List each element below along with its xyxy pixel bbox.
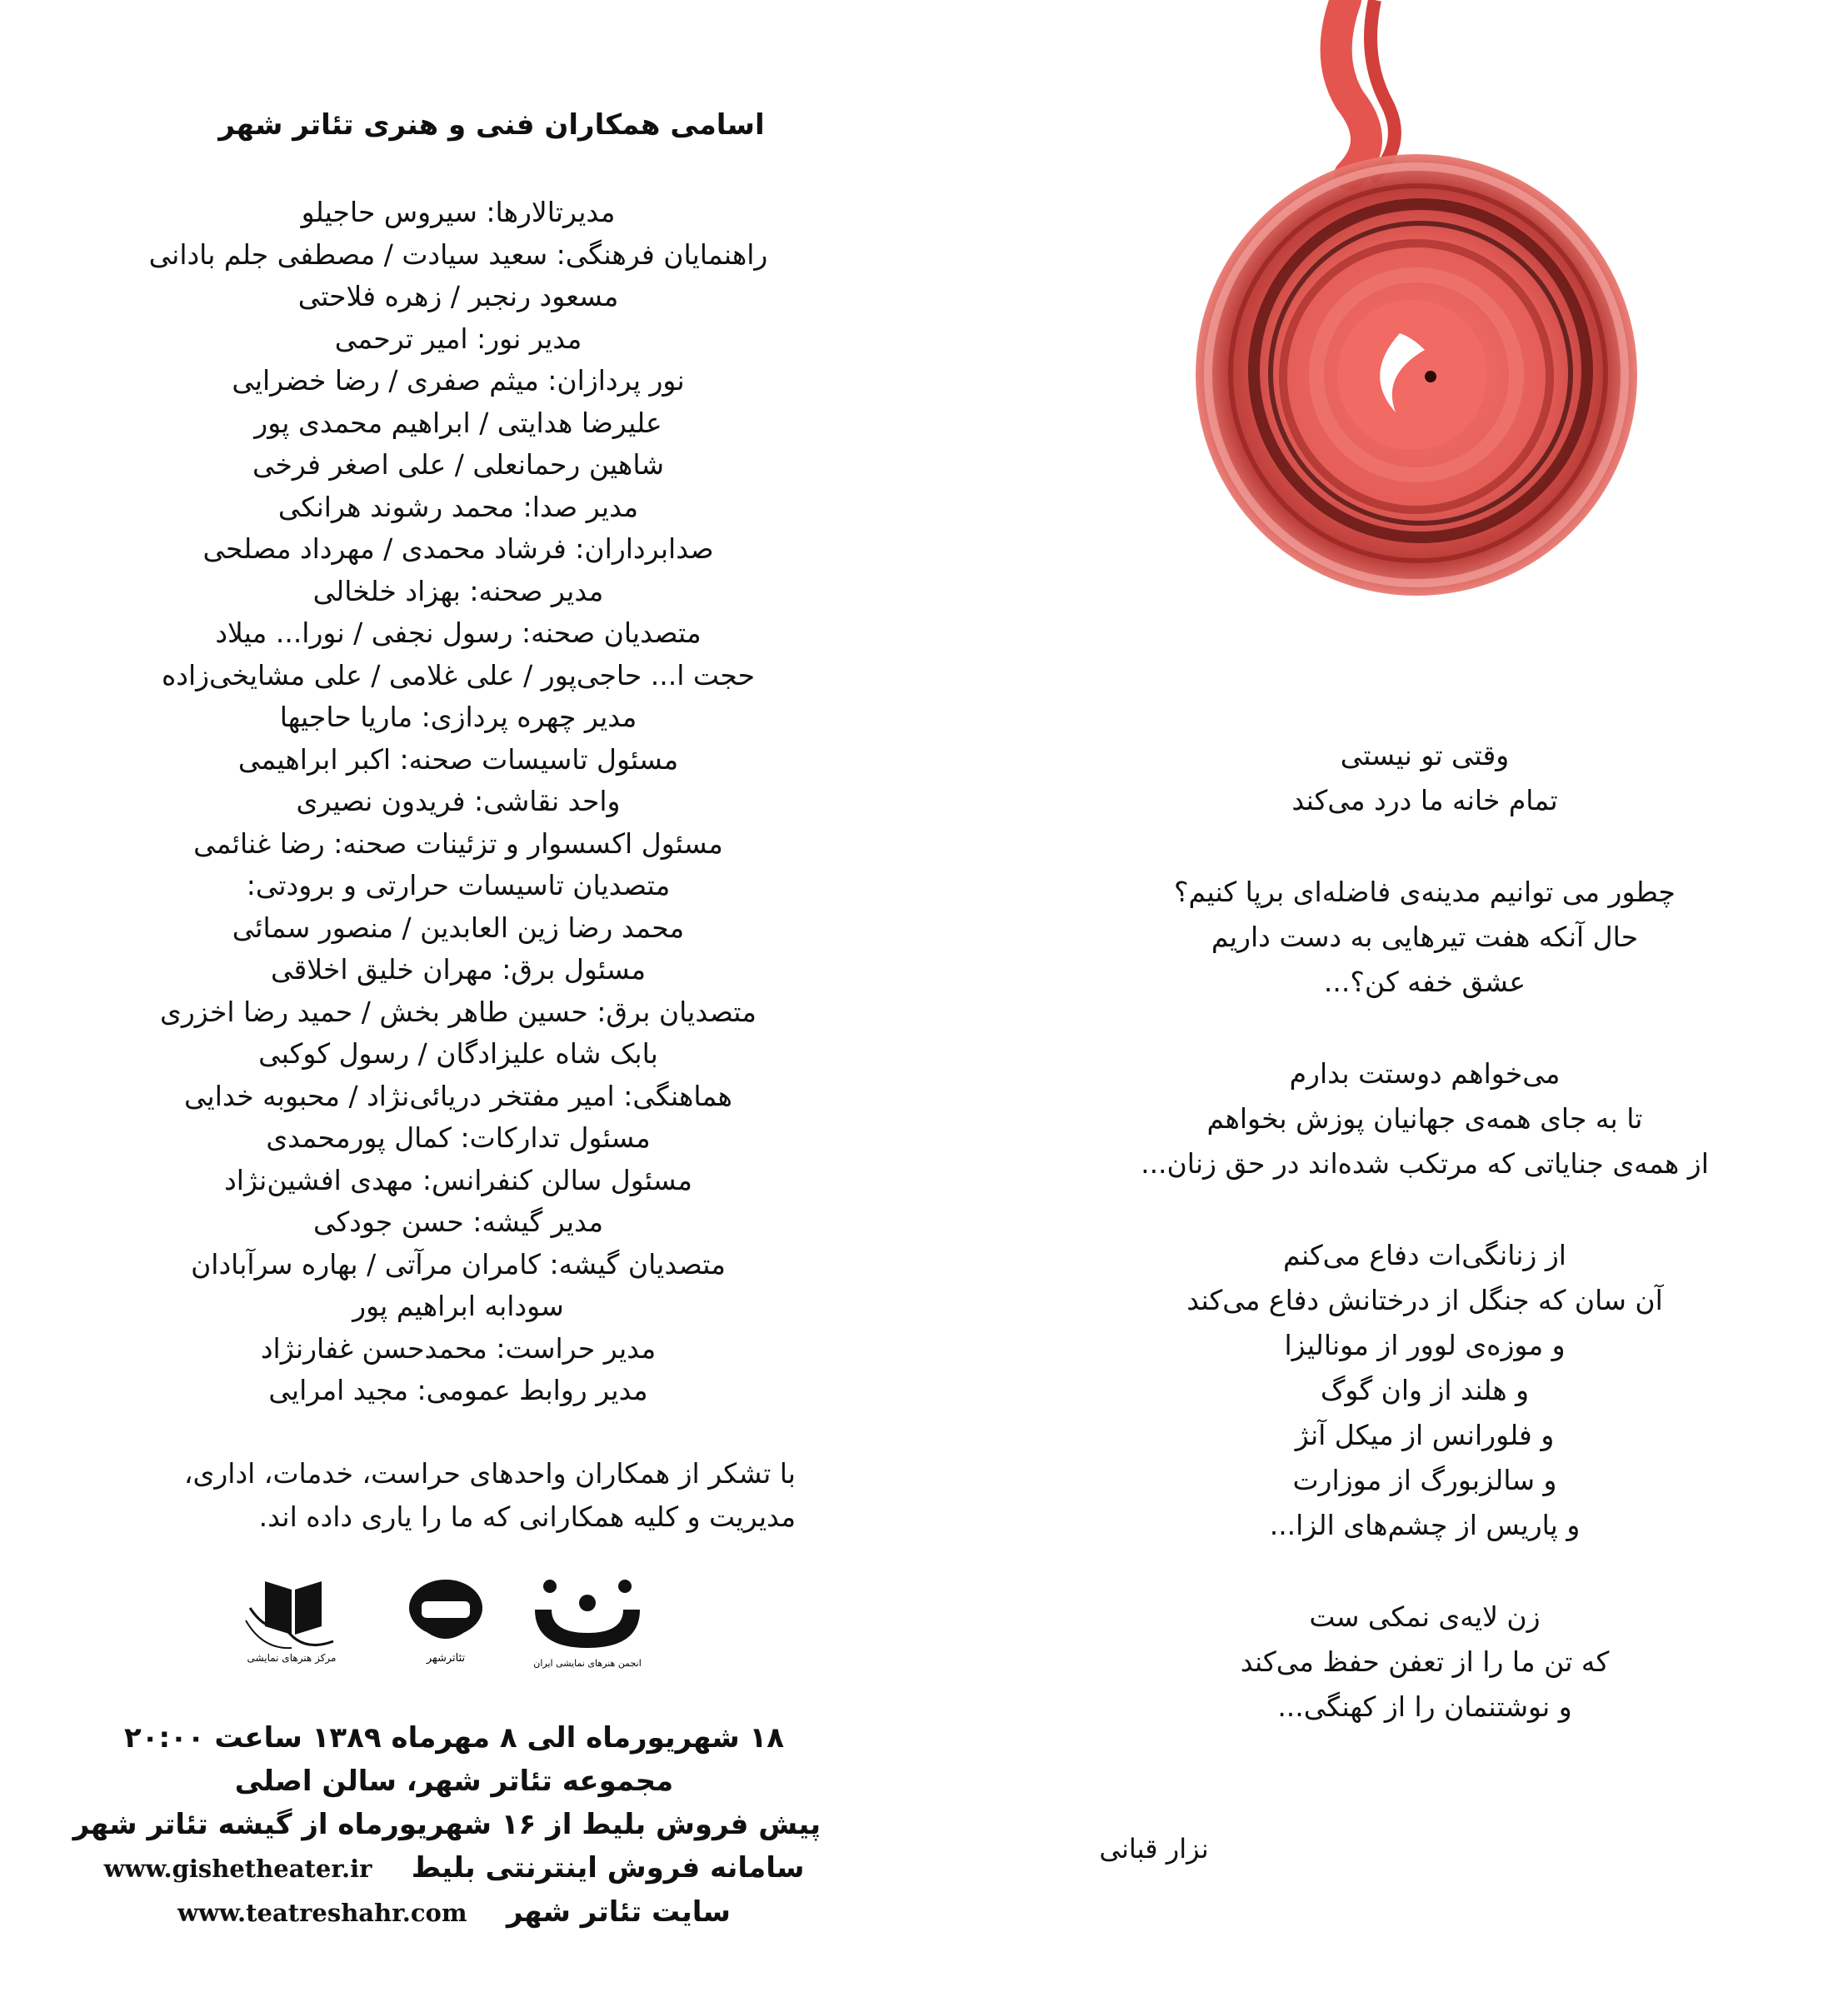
performance-info (72, 1716, 821, 1935)
thanks-note (92, 1452, 825, 1539)
poem-line: و سالزبورگ از موزارت (1292, 1464, 1557, 1496)
credit-line: مدیر نور: امیر ترحمی (334, 322, 582, 355)
poem-line: وقتی تو نیستی (1340, 739, 1510, 771)
credit-line: مسئول تدارکات: کمال پورمحمدی (266, 1121, 651, 1154)
teatr-shahr-logo (400, 1575, 492, 1666)
credit-line: حجت ا... حاجی‌پور / علی غلامی / علی مشایخی‌زاده (161, 658, 756, 691)
website-label: سایت تئاتر شهر (506, 1895, 731, 1929)
poem-stanza (1083, 1595, 1766, 1730)
credit-line: مدیر حراست: محمدحسن غفارنژاد (260, 1331, 657, 1365)
poem-line: می‌خواهم دوستت بدارم (1289, 1057, 1561, 1090)
credit-line: متصدیان تاسیسات حرارتی و برودتی: (246, 869, 671, 901)
thanks-line: مدیریت و کلیه همکارانی که ما را یاری داده اند. (258, 1500, 796, 1533)
credit-line: هماهنگی: امیر مفتخر دریائی‌نژاد / محبوبه خدایی (184, 1079, 732, 1112)
online-sales (87, 1846, 821, 1890)
credit-line: نور پردازان: میثم صفری / رضا خضرایی (232, 364, 685, 397)
credit-line: مدیرتالارها: سیروس حاجیلو (301, 196, 616, 228)
performing-arts-center-logo (233, 1575, 350, 1666)
poem (1083, 733, 1766, 1776)
credit-line: مسعود رنجبر / زهره فلاحتی (297, 280, 619, 312)
poem-line: از زنانگی‌ات دفاع می‌کنم (1283, 1239, 1566, 1271)
credit-line: مدیر صدا: محمد رشوند هرانکی (277, 490, 639, 523)
logo-caption: انجمن هنرهای نمایشی ایران (533, 1658, 642, 1669)
credit-line: محمد رضا زین العابدین / منصور سمائی (232, 911, 685, 944)
poem-line: و فلورانس از میکل آنژ (1295, 1419, 1555, 1451)
credit-line: واحد نقاشی: فریدون نصیری (296, 785, 621, 817)
poem-line: تمام خانه ما درد می‌کند (1291, 784, 1558, 816)
poem-line: از همه‌ی جنایاتی که مرتکب شده‌اند در حق زنان... (1141, 1147, 1709, 1180)
credits-title: اسامی همکاران فنی و هنری تئاتر شهر (218, 108, 765, 142)
poem-stanza (1083, 870, 1766, 1005)
logo-caption: مرکز هنرهای نمایشی (247, 1652, 337, 1664)
performance-dates: ۱۸ شهریورماه الی ۸ مهرماه ۱۳۸۹ ساعت ۲۰:۰۰ (123, 1721, 785, 1755)
website-link[interactable]: www.teatreshahr.com (177, 1899, 467, 1927)
logo-caption: تئاترشهر (426, 1652, 466, 1665)
credit-line: مسئول برق: مهران خلیق اخلاقی (270, 953, 646, 986)
website (87, 1890, 821, 1935)
credit-line: مسئول سالن کنفرانس: مهدی افشین‌نژاد (224, 1163, 692, 1196)
poem-line: حال آنکه هفت تیرهایی به دست داریم (1211, 921, 1639, 953)
red-swirl-artwork (1183, 0, 1683, 683)
thanks-line: با تشکر از همکاران واحدهای حراست، خدمات، اداری، (183, 1456, 796, 1490)
poem-line: زن لایه‌ی نمکی ست (1309, 1600, 1541, 1633)
poem-line: آن سان که جنگل از درختانش دفاع می‌کند (1186, 1284, 1663, 1316)
credit-line: متصدیان گیشه: کامران مرآتی / بهاره سرآبادان (191, 1247, 726, 1281)
poem-stanza (1083, 1233, 1766, 1548)
poem-line: که تن ما را از تعفن حفظ می‌کند (1240, 1645, 1610, 1678)
credit-line: مدیر روابط عمومی: مجید امرایی (268, 1374, 648, 1406)
poem-stanza (1083, 733, 1766, 823)
poem-line: و نوشتنمان را از کهنگی... (1277, 1690, 1572, 1723)
online-sales-link[interactable]: www.gishetheater.ir (103, 1855, 372, 1883)
credit-line: بابک شاه علیزادگان / رسول کوکبی (258, 1037, 658, 1070)
credit-line: سودابه ابراهیم پور (352, 1290, 564, 1322)
credit-line: مدیر چهره پردازی: ماریا حاجیها (279, 701, 637, 733)
credit-line: علیرضا هدایتی / ابراهیم محمدی پور (254, 406, 662, 439)
poem-line: تا به جای همه‌ی جهانیان پوزش بخواهم (1206, 1102, 1643, 1135)
credit-line: متصدیان برق: حسین طاهر بخش / حمید رضا اخزری (160, 995, 757, 1028)
online-sales-label: سامانه فروش اینترنتی بلیط (411, 1851, 805, 1885)
poet-name: نزار قبانی (1099, 1833, 1209, 1865)
iran-performing-arts-society-logo (525, 1575, 650, 1670)
poem-line: و موزه‌ی لوور از مونالیزا (1284, 1329, 1566, 1361)
presale-info: پیش فروش بلیط از ۱۶ شهریورماه از گیشه تئاتر شهر (72, 1808, 821, 1841)
poem-line: چطور می توانیم مدینه‌ی فاضله‌ای برپا کنیم؟ (1174, 876, 1676, 908)
credit-line: راهنمایان فرهنگی: سعید سیادت / مصطفی جلم بادانی (148, 237, 768, 271)
venue: مجموعه تئاتر شهر، سالن اصلی (234, 1765, 674, 1798)
sponsor-logos (233, 1575, 667, 1683)
credit-line: مدیر صحنه: بهزاد خلخالی (312, 574, 604, 607)
poem-line: و پاریس از چشم‌های الزا... (1269, 1509, 1581, 1541)
credit-line: مسئول تاسیسات صحنه: اکبر ابراهیمی (237, 742, 679, 776)
credit-line: مدیر گیشه: حسن جودکی (312, 1206, 604, 1238)
credit-line: صدابرداران: فرشاد محمدی / مهرداد مصلحی (202, 532, 714, 565)
credits-list (92, 192, 825, 1412)
poem-line: عشق خفه کن؟... (1323, 966, 1526, 998)
credit-line: شاهین رحمانعلی / علی اصغر فرخی (252, 448, 665, 481)
credit-line: مسئول اکسسوار و تزئینات صحنه: رضا غنائمی (193, 826, 723, 860)
poem-stanza (1083, 1051, 1766, 1186)
credits-section (92, 108, 825, 1539)
poem-line: و هلند از وان گوگ (1320, 1374, 1530, 1406)
credit-line: متصدیان صحنه: رسول نجفی / نورا... میلاد (215, 617, 702, 649)
